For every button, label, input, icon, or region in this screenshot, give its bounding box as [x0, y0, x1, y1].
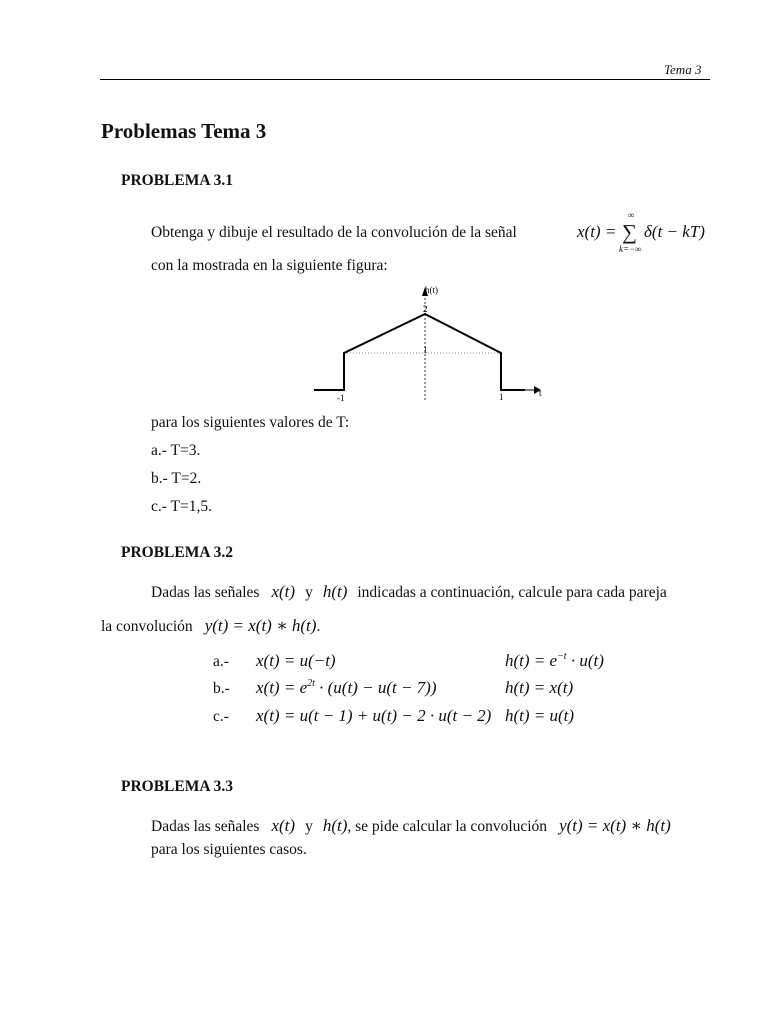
problem-3-2-heading: PROBLEMA 3.2: [121, 544, 233, 561]
p32-text-3: la convolución: [101, 618, 193, 635]
p32-h-signal: h(t): [322, 582, 348, 601]
p33-h-signal: h(t): [322, 816, 348, 835]
p32-row-c-label: c.-: [213, 708, 229, 725]
sum-lower-limit: k=−∞: [619, 244, 642, 254]
p33-y-word: y: [305, 818, 313, 835]
p32-row-b-x: $x(t) = e^{2t} \cdot (u(t) - u(t - 7))$: [256, 678, 437, 697]
sum-sigma: ∑: [622, 220, 637, 244]
signal-trace: [314, 314, 525, 390]
p32-x-signal: x(t): [271, 582, 296, 601]
p33-text-1: Dadas las señales: [151, 818, 260, 835]
p33-line2: para los siguientes casos.: [151, 841, 307, 858]
p33-line1: [151, 816, 671, 836]
header-rule: [100, 79, 710, 80]
p32-line2: [101, 616, 320, 636]
peak-label: 2: [423, 304, 428, 314]
p33-text-2: , se pide calcular la convolución: [347, 818, 548, 835]
sum-upper-limit: ∞: [628, 210, 635, 220]
p32-text-2: indicadas a continuación, calcule para cada pareja: [357, 584, 667, 601]
p32-line1: [151, 582, 667, 602]
p32-convolution: y(t) = x(t) ∗ h(t): [204, 616, 317, 635]
formula-lhs: x(t) =: [577, 222, 617, 241]
formula-term: δ(t − kT): [644, 222, 705, 241]
p31-values-intro: para los siguientes valores de T:: [151, 414, 350, 431]
x-axis-label: t: [539, 388, 542, 398]
p32-row-b-label: b.-: [213, 680, 230, 697]
y-axis-label: h(t): [425, 285, 438, 295]
p31-signal-formula: [577, 210, 717, 260]
p33-convolution: y(t) = x(t) ∗ h(t): [559, 816, 671, 835]
p32-row-b-h: h(t) = x(t): [505, 678, 574, 697]
right-tick-label: 1: [499, 392, 504, 402]
p32-row-c-h: h(t) = u(t): [505, 706, 575, 725]
impulse-response-figure: [310, 282, 560, 407]
p32-row-a-h: $h(t) = e^{-t} \cdot u(t)$: [505, 651, 604, 670]
page-title: Problemas Tema 3: [101, 119, 267, 143]
running-header: Tema 3: [664, 62, 702, 77]
p31-case-a: a.- T=3.: [151, 442, 201, 459]
p32-period: .: [316, 618, 321, 635]
p32-row-c-x: x(t) = u(t − 1) + u(t) − 2 · u(t − 2): [256, 706, 492, 725]
p31-case-b: b.- T=2.: [151, 470, 202, 487]
problem-3-3-heading: PROBLEMA 3.3: [121, 778, 233, 795]
p31-intro-text: Obtenga y dibuje el resultado de la convolución de la señal: [151, 224, 517, 241]
left-tick-label: -1: [337, 393, 345, 403]
p33-x-signal: x(t): [271, 816, 296, 835]
p32-row-a-x: x(t) = u(−t): [256, 651, 336, 670]
p31-line2: con la mostrada en la siguiente figura:: [151, 257, 388, 274]
level-one-label: 1: [423, 345, 428, 355]
p32-text-1: Dadas las señales: [151, 584, 260, 601]
problem-3-1-heading: PROBLEMA 3.1: [121, 172, 233, 189]
p32-row-a-label: a.-: [213, 653, 229, 670]
p32-y-word: y: [305, 584, 313, 601]
p31-case-c: c.- T=1,5.: [151, 498, 212, 515]
